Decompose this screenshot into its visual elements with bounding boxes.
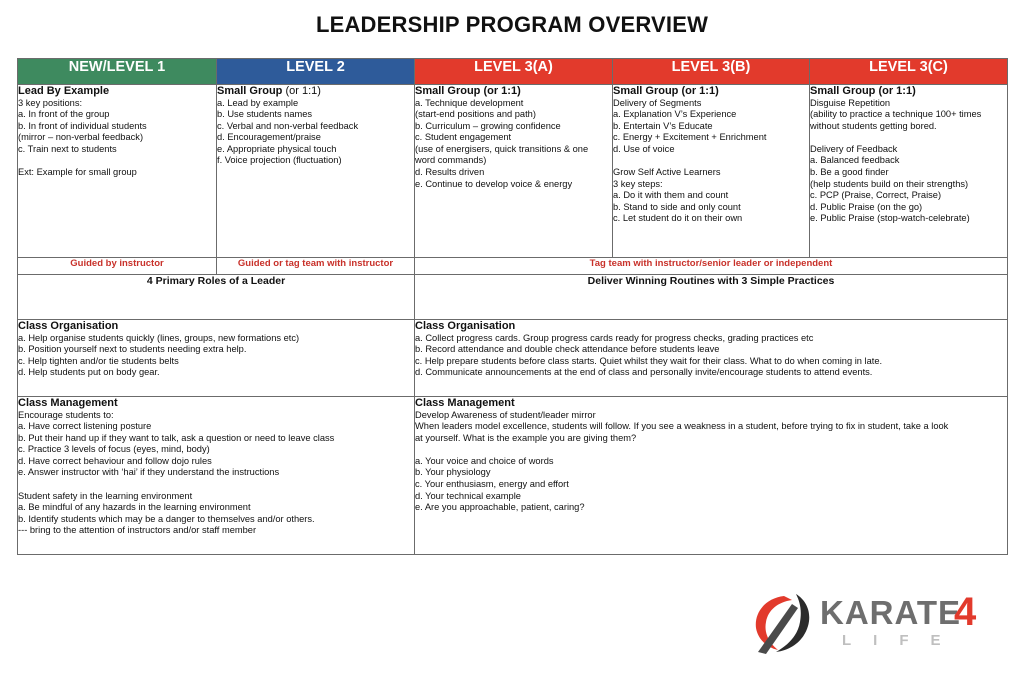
section-heading: Class Management bbox=[18, 397, 118, 409]
line-item: b. Put their hand up if they want to talk, ask a question or need to leave class bbox=[18, 432, 335, 443]
section-heading: Class Management bbox=[415, 397, 515, 409]
line-item: word commands) bbox=[415, 155, 487, 166]
logo-number: 4 bbox=[954, 590, 977, 634]
line-item: b. Position yourself next to students needing extra help. bbox=[18, 344, 247, 355]
line-item: e. Answer instructor with ‘hai’ if they understand the instructions bbox=[18, 467, 280, 478]
line-item: a. Be mindful of any hazards in the learning environment bbox=[18, 502, 251, 513]
level-cell-1 bbox=[18, 85, 217, 258]
line-item: --- bring to the attention of instructors and/or staff member bbox=[18, 525, 257, 536]
spacer bbox=[18, 479, 414, 491]
line-item: e. Are you approachable, patient, caring? bbox=[415, 502, 585, 513]
line-item: b. Your physiology bbox=[415, 467, 491, 478]
line-item: c. Help prepare students before class starts. Quiet whilst they wait for their class. What to do when coming in late. bbox=[415, 355, 883, 366]
line-item: Grow Self Active Learners bbox=[613, 167, 721, 178]
spacer bbox=[613, 155, 809, 167]
line-item: c. Energy + Excitement + Enrichment bbox=[613, 132, 767, 143]
level-cell-3b bbox=[613, 85, 810, 258]
cell-heading-text: Small Group (or 1:1) bbox=[613, 85, 719, 97]
line-item: d. Encouragement/praise bbox=[217, 132, 321, 143]
section-heading: Class Organisation bbox=[18, 320, 119, 332]
line-item: c. Practice 3 levels of focus (eyes, mind, body) bbox=[18, 444, 210, 455]
line-item: a. Technique development bbox=[415, 97, 524, 108]
spacer bbox=[18, 155, 216, 167]
level-header-level-3a: LEVEL 3(A) bbox=[415, 59, 613, 85]
line-item: When leaders model excellence, students will follow. If you see a weakness in a student, before trying to fix in student, take a look bbox=[415, 421, 949, 432]
line-item: d. Public Praise (on the go) bbox=[810, 201, 923, 212]
line-item: c. Train next to students bbox=[18, 143, 117, 154]
line-item: b. Use students names bbox=[217, 109, 313, 120]
roles-row bbox=[18, 275, 1008, 320]
line-item: b. Curriculum – growing confidence bbox=[415, 120, 561, 131]
cell-heading bbox=[415, 85, 612, 98]
line-item: Ext: Example for small group bbox=[18, 167, 137, 178]
line-item: d. Communicate announcements at the end of class and personally invite/encourage students to attend events. bbox=[415, 367, 873, 378]
line-item: b. Identify students which may be a danger to themselves and/or others. bbox=[18, 513, 315, 524]
level-header-level-2: LEVEL 2 bbox=[217, 59, 415, 85]
level-content-row bbox=[18, 85, 1008, 258]
line-item: 3 key steps: bbox=[613, 178, 663, 189]
line-item: Delivery of Feedback bbox=[810, 143, 898, 154]
line-item: Student safety in the learning environment bbox=[18, 490, 193, 501]
line-item: (start-end positions and path) bbox=[415, 109, 536, 120]
line-item: a. Help organise students quickly (lines, groups, new formations etc) bbox=[18, 332, 300, 343]
level-cell-3a bbox=[415, 85, 613, 258]
line-item: Develop Awareness of student/leader mirror bbox=[415, 409, 596, 420]
guidance-level-3: Tag team with instructor/senior leader or independent bbox=[415, 258, 1008, 275]
line-item: without students getting bored. bbox=[810, 120, 937, 131]
page-title: LEADERSHIP PROGRAM OVERVIEW bbox=[315, 12, 709, 37]
line-item: (ability to practice a technique 100+ times bbox=[810, 109, 982, 120]
section-heading: Class Organisation bbox=[415, 320, 516, 332]
cell-heading-note: (or 1:1) bbox=[282, 85, 321, 97]
line-item: c. Verbal and non-verbal feedback bbox=[217, 120, 359, 131]
line-item: c. Student engagement bbox=[415, 132, 512, 143]
guidance-level-2: Guided or tag team with instructor bbox=[217, 258, 415, 275]
cell-heading-text: Small Group bbox=[217, 85, 283, 97]
line-item: d. Have correct behaviour and follow dojo rules bbox=[18, 455, 212, 466]
line-item: a. Balanced feedback bbox=[810, 155, 900, 166]
level-header-level-3b: LEVEL 3(B) bbox=[613, 59, 810, 85]
line-item: Encourage students to: bbox=[18, 409, 114, 420]
guidance-level-1: Guided by instructor bbox=[18, 258, 217, 275]
line-item: a. Collect progress cards. Group progress cards ready for progress checks, grading practices etc bbox=[415, 332, 814, 343]
line-item: (help students build on their strengths) bbox=[810, 178, 969, 189]
line-item: c. PCP (Praise, Correct, Praise) bbox=[810, 190, 942, 201]
karate4life-logo bbox=[748, 588, 978, 658]
guidance-row bbox=[18, 258, 1008, 275]
line-item: b. In front of individual students bbox=[18, 120, 147, 131]
line-item: a. Have correct listening posture bbox=[18, 421, 152, 432]
line-item: b. Entertain V’s Educate bbox=[613, 120, 713, 131]
management-right bbox=[415, 397, 1008, 555]
line-item: a. In front of the group bbox=[18, 109, 110, 120]
level-cell-3c bbox=[810, 85, 1008, 258]
cell-heading bbox=[810, 85, 1007, 98]
line-item: c. Your enthusiasm, energy and effort bbox=[415, 479, 569, 490]
level-cell-2 bbox=[217, 85, 415, 258]
line-item: d. Use of voice bbox=[613, 143, 675, 154]
organisation-row bbox=[18, 320, 1008, 397]
line-item: f. Voice projection (fluctuation) bbox=[217, 155, 342, 166]
line-item: a. Your voice and choice of words bbox=[415, 455, 554, 466]
line-item: d. Your technical example bbox=[415, 490, 521, 501]
cell-heading-text: Lead By Example bbox=[18, 85, 110, 97]
line-item: b. Stand to side and only count bbox=[613, 201, 741, 212]
line-item: e. Public Praise (stop-watch-celebrate) bbox=[810, 213, 970, 224]
cell-heading bbox=[18, 85, 216, 98]
level-header-row bbox=[18, 59, 1008, 85]
line-item: Delivery of Segments bbox=[613, 97, 702, 108]
line-item: d. Help students put on body gear. bbox=[18, 367, 160, 378]
line-item: a. Lead by example bbox=[217, 97, 299, 108]
line-item: d. Results driven bbox=[415, 167, 485, 178]
logo-sub: LIFE bbox=[842, 632, 963, 649]
cell-heading bbox=[613, 85, 809, 98]
management-row bbox=[18, 397, 1008, 555]
cell-heading-text: Small Group (or 1:1) bbox=[810, 85, 916, 97]
line-item: c. Let student do it on their own bbox=[613, 213, 743, 224]
primary-roles-heading: 4 Primary Roles of a Leader bbox=[18, 275, 415, 320]
line-item: c. Help tighten and/or tie students belts bbox=[18, 355, 179, 366]
organisation-left bbox=[18, 320, 415, 397]
cell-heading-text: Small Group (or 1:1) bbox=[415, 85, 521, 97]
line-item: a. Explanation V’s Experience bbox=[613, 109, 737, 120]
line-item: (use of energisers, quick transitions & one bbox=[415, 143, 589, 154]
level-header-level-3c: LEVEL 3(C) bbox=[810, 59, 1008, 85]
level-header-new-level-1: NEW/LEVEL 1 bbox=[18, 59, 217, 85]
cell-heading bbox=[217, 85, 414, 98]
line-item: a. Do it with them and count bbox=[613, 190, 729, 201]
logo-swoosh-icon bbox=[748, 590, 818, 656]
line-item: 3 key positions: bbox=[18, 97, 83, 108]
line-item: Disguise Repetition bbox=[810, 97, 891, 108]
organisation-right bbox=[415, 320, 1008, 397]
line-item: b. Be a good finder bbox=[810, 167, 889, 178]
line-item: (mirror – non-verbal feedback) bbox=[18, 132, 144, 143]
line-item: at yourself. What is the example you are giving them? bbox=[415, 432, 637, 443]
winning-routines-heading: Deliver Winning Routines with 3 Simple Practices bbox=[415, 275, 1008, 320]
program-table bbox=[17, 58, 1008, 555]
logo-word: KARATE bbox=[820, 594, 962, 631]
line-item: e. Continue to develop voice & energy bbox=[415, 178, 573, 189]
line-item: b. Record attendance and double check attendance before students leave bbox=[415, 344, 720, 355]
line-item: e. Appropriate physical touch bbox=[217, 143, 337, 154]
spacer bbox=[810, 132, 1007, 144]
management-left bbox=[18, 397, 415, 555]
spacer bbox=[415, 444, 1007, 456]
